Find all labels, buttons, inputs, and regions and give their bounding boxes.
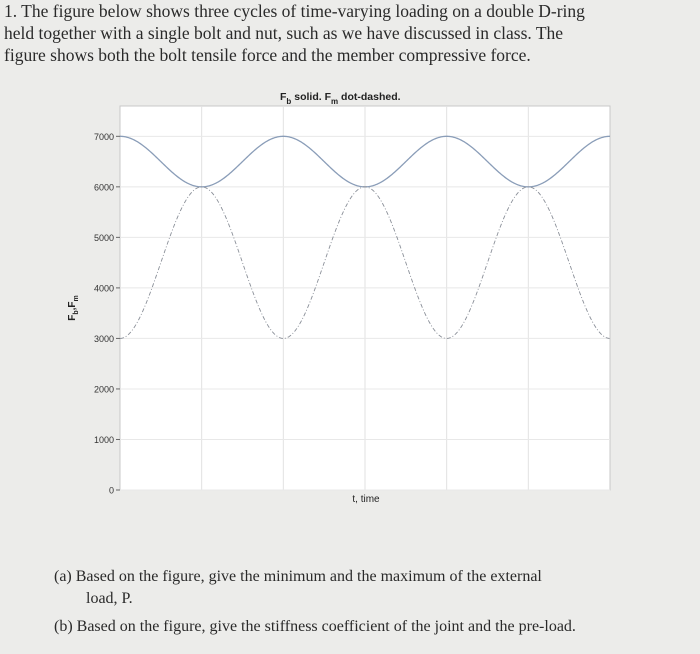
question-line-3: figure shows both the bolt tensile force and the member compressive force. [4, 45, 531, 65]
plot-area [94, 106, 610, 496]
force-chart [0, 78, 700, 528]
part-a-line-2: load, P. [86, 590, 133, 607]
y-tick-label: 5000 [93, 232, 114, 243]
y-tick-label: 1000 [93, 434, 114, 445]
part-a [54, 566, 694, 610]
sub-questions [54, 566, 694, 644]
y-tick-label: 6000 [93, 182, 114, 193]
y-tick-label: 2000 [93, 384, 114, 395]
question-line-2: held together with a single bolt and nut, such as we have discussed in class. The [4, 23, 564, 43]
svg-text:Fb,Fm: $F_b,F_m$ [67, 295, 80, 321]
x-axis-label: t, time [352, 494, 380, 505]
y-tick-label: 4000 [93, 283, 114, 294]
chart-svg [0, 78, 700, 528]
question-line-1: 1. The figure below shows three cycles of time-varying loading on a double D-ring [4, 1, 585, 21]
part-b [54, 616, 694, 638]
y-tick-label: 3000 [93, 333, 114, 344]
part-a-line-1: (a) Based on the figure, give the minimum and the maximum of the external [54, 568, 542, 585]
y-tick-label: 7000 [93, 131, 114, 142]
y-tick-label: 0 [108, 485, 114, 496]
chart-title: $F_b$ solid. $F_m$ dot-dashed. [280, 91, 401, 106]
y-axis-label [67, 295, 80, 321]
question-text [4, 0, 694, 66]
part-b-line-1: (b) Based on the figure, give the stiffness coefficient of the joint and the pre-load. [54, 618, 576, 635]
